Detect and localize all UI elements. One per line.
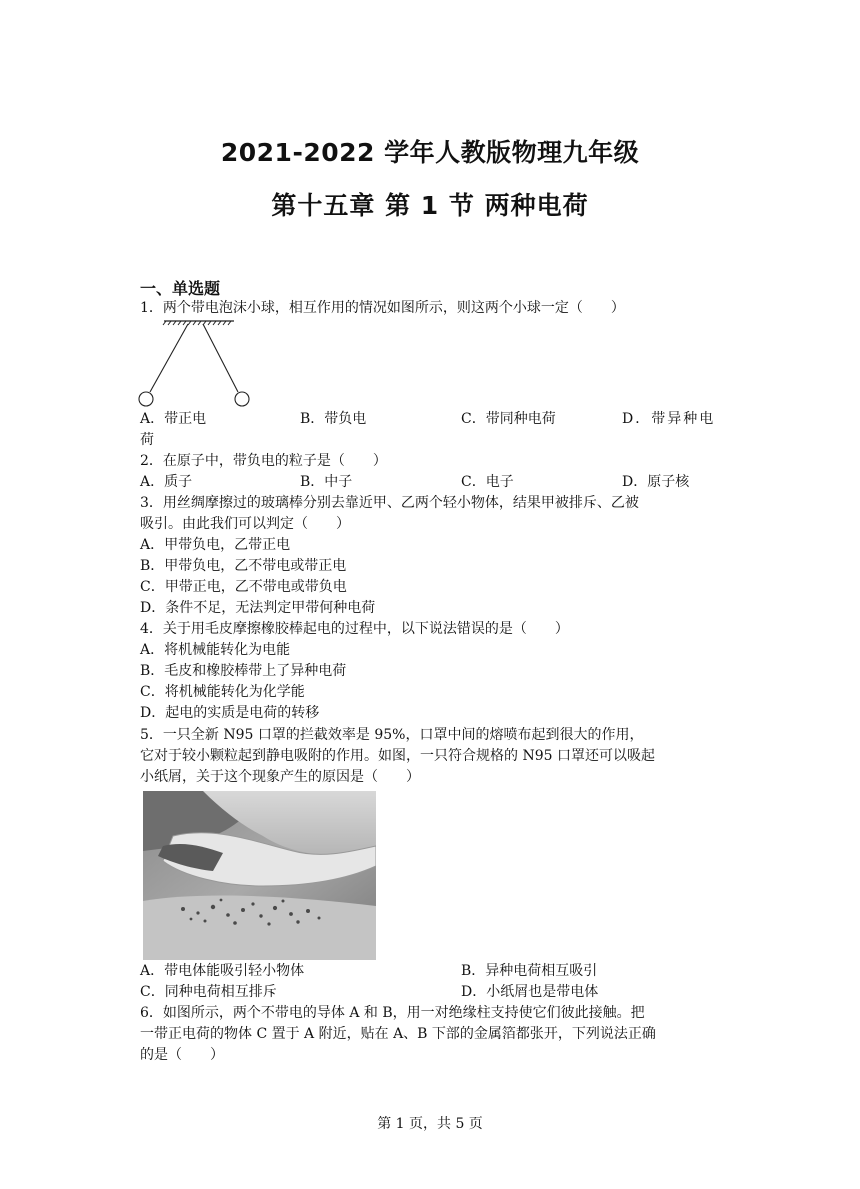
q1-option-d-wrap: 荷 xyxy=(140,432,154,448)
q2-option-d: D．原子核 xyxy=(622,474,690,490)
q4-option-d: D．起电的实质是电荷的转移 xyxy=(140,705,320,721)
q3-option-c: C．甲带正电，乙不带电或带负电 xyxy=(140,579,347,595)
ball-left xyxy=(139,392,153,406)
question-4-stem: 4．关于用毛皮摩擦橡胶棒起电的过程中，以下说法错误的是（ ） xyxy=(140,621,569,637)
question-6-stem-line2: 一带正电荷的物体 C 置于 A 附近，贴在 A、B 下部的金属箔都张开，下列说法正确 xyxy=(140,1026,656,1042)
page-footer: 第 1 页，共 5 页 xyxy=(377,1116,483,1132)
q4-option-b: B．毛皮和橡胶棒带上了异种电荷 xyxy=(140,663,347,679)
q3-option-b: B．甲带负电，乙不带电或带正电 xyxy=(140,558,347,574)
q1-option-a: A．带正电 xyxy=(140,411,207,427)
q2-option-c: C．电子 xyxy=(461,474,514,490)
q1-option-d: D．带异种电 xyxy=(622,411,716,427)
q5-option-a: A．带电体能吸引轻小物体 xyxy=(140,963,305,979)
question-1-stem: 1．两个带电泡沫小球，相互作用的情况如图所示，则这两个小球一定（ ） xyxy=(140,300,625,316)
q5-option-b: B．异种电荷相互吸引 xyxy=(461,963,598,979)
question-6-stem-line1: 6．如图所示，两个不带电的导体 A 和 B，用一对绝缘柱支持使它们彼此接触。把 xyxy=(140,1005,645,1021)
question-5-stem-line3: 小纸屑，关于这个现象产生的原因是（ ） xyxy=(140,769,420,785)
q1-option-b: B．带负电 xyxy=(300,411,367,427)
q4-option-c: C．将机械能转化为化学能 xyxy=(140,684,305,700)
question-5-stem-line2: 它对于较小颗粒起到静电吸附的作用。如图，一只符合规格的 N95 口罩还可以吸起 xyxy=(140,748,655,764)
document-title: 2021-2022 学年人教版物理九年级 xyxy=(220,138,640,167)
question-6-stem-line3: 的是（ ） xyxy=(140,1047,224,1063)
q5-option-d: D．小纸屑也是带电体 xyxy=(461,984,599,1000)
q3-option-d: D．条件不足，无法判定甲带何种电荷 xyxy=(140,600,376,616)
charged-balls-figure xyxy=(136,312,256,410)
ball-right xyxy=(235,392,249,406)
thread-right xyxy=(203,324,238,392)
section-heading: 一、单选题 xyxy=(140,279,221,298)
q4-option-a: A．将机械能转化为电能 xyxy=(140,642,291,658)
q1-option-c: C．带同种电荷 xyxy=(461,411,556,427)
chapter-title: 第十五章 第 1 节 两种电荷 xyxy=(271,191,589,220)
q5-option-c: C．同种电荷相互排斥 xyxy=(140,984,277,1000)
question-5-stem-line1: 5．一只全新 N95 口罩的拦截效率是 95%，口罩中间的熔喷布起到很大的作用， xyxy=(140,727,644,743)
q3-option-a: A．甲带负电，乙带正电 xyxy=(140,537,291,553)
thread-left xyxy=(150,324,188,392)
mask-paper-photo xyxy=(143,791,376,960)
q2-option-a: A．质子 xyxy=(140,474,193,490)
question-3-stem-line2: 吸引。由此我们可以判定（ ） xyxy=(140,516,350,532)
q2-option-b: B．中子 xyxy=(300,474,353,490)
question-3-stem-line1: 3．用丝绸摩擦过的玻璃棒分别去靠近甲、乙两个轻小物体，结果甲被排斥、乙被 xyxy=(140,495,639,511)
question-2-stem: 2．在原子中，带负电的粒子是（ ） xyxy=(140,453,387,469)
